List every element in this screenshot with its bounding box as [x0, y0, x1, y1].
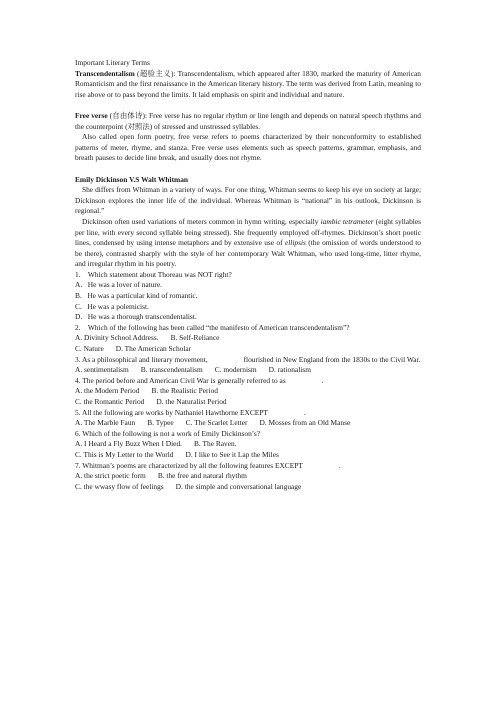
question-4-option-c: C. the Romantic Period [75, 397, 145, 406]
question-6-option-a: A. I Heard a Fly Buzz When I Died. [75, 439, 182, 449]
transcendentalism-paragraph [75, 69, 421, 101]
question-7-stem-a: 7. Whitman’s poems are characterized by all the following features EXCEPT [75, 460, 303, 470]
question-4-stem [75, 376, 421, 387]
question-3-option-b: B. transcendentalism [140, 365, 203, 375]
question-2-options-row-2 [75, 344, 421, 355]
page-title: Important Literary Terms [75, 58, 150, 67]
question-3-stem-a: 3. As a philosophical and literary movement, [75, 354, 208, 364]
question-3-stem [75, 355, 421, 366]
question-5-stem [75, 408, 421, 419]
question-7-stem [75, 461, 421, 472]
term-iambic-tetrameter: iambic tetrameter [320, 216, 374, 226]
question-6-option-c: C. This is My Letter to the World [75, 449, 174, 459]
question-1-option-a: A. He was a lover of nature. [75, 280, 163, 290]
question-7-options-row-1 [75, 471, 421, 482]
dickinson-p2-part-c: (the omission of words understood to be there), contrasted sharply with the style of her contemporary Walt Whitman, who used long-time, litter rhyme, and irregular rhythm in his poetry. [75, 238, 421, 269]
question-4-option-a: A. the Modern Period [75, 386, 140, 396]
question-4-stem-a: 4. The period before and American Civil War is generally referred to as [75, 375, 286, 385]
term-free-verse-cn: (自由体诗) [109, 110, 145, 120]
free-verse-cn-counterpoint: (对照法) [125, 121, 153, 131]
question-4-stem-b: . [321, 375, 324, 385]
term-transcendentalism: Transcendentalism [75, 68, 135, 78]
question-6-option-d: D. I like to See it Lap the Miles [185, 449, 279, 459]
question-2-option-a: A. Divinity School Address. [75, 333, 159, 343]
question-2-option-d: D. The American Scholar [115, 344, 192, 354]
document-page [75, 58, 421, 492]
transcendentalism-definition: : Transcendentalism, which appeared after 1830, marked the maturity of American Romanticism and the first renaissance in the American literary history. The term was derived from Latin, meaning to rise above or to pass beyond the limits. It laid emphasis on spirit and individual and nature. [75, 68, 421, 99]
dickinson-heading: Emily Dickinson V.S Walt Whitman [75, 174, 189, 184]
question-1-option-c: C. He was a polemicist. [75, 301, 149, 311]
question-2-options-row-1 [75, 333, 421, 344]
dickinson-p2-part-b: (eight syllables per line, with every second syllable being stressed). She frequently employed off-rhymes. Dickinson’s short poetic lines, condensed by using intense metaphors and by extensive use of [75, 216, 421, 248]
question-4-options-row-1 [75, 386, 421, 397]
question-5-option-b: B. Typee [147, 418, 174, 428]
question-4-options-row-2 [75, 397, 421, 408]
question-3-option-c: C. modernism [214, 365, 257, 375]
question-7-option-c: C. the wwasy flow of feelings [75, 481, 164, 491]
question-3-option-d: D. rationalism [268, 365, 311, 375]
question-7-option-d: D. the simple and conversational language [175, 481, 302, 491]
question-3-stem-b: flourished in New England from the 1830s to the Civil War. [243, 354, 421, 364]
question-5-stem-b: . [303, 407, 306, 417]
term-free-verse: Free verse [75, 110, 108, 120]
question-5-option-d: D. Mosses from an Old Manse [259, 418, 351, 428]
dickinson-p2-part-a: Dickinson often used variations of meters common in hymn writing, especially [82, 216, 321, 226]
dickinson-paragraph-1: She differs from Whitman in a variety of ways. For one thing, Whitman seems to keep his eye on society at large; Dickinson explores the inner life of the individual. Whereas Whitman is “national” in his outlook, Dickinson is regional.” [75, 185, 421, 216]
question-2-option-b: B. Self-Reliance [170, 333, 220, 343]
question-2-stem: 2. Which of the following has been called “the manifesto of American transcendentalism”? [75, 322, 350, 332]
question-5-options [75, 418, 421, 429]
question-1-option-d: D. He was a thorough transcendentalist. [75, 312, 197, 322]
free-verse-definition-1: : Free verse has no regular rhythm or line length and depends on natural speech rhythms and the counterpoint [75, 110, 421, 131]
free-verse-definition-2: of stressed and unstressed syllables. [152, 121, 261, 131]
question-6-options-row-1 [75, 439, 421, 450]
question-6-option-b: B. The Raven. [194, 439, 237, 449]
question-7-option-a: A. the strict poetic form [75, 471, 146, 481]
question-6-options-row-2 [75, 450, 421, 461]
question-5-option-a: A. The Marble Faun [75, 418, 136, 428]
question-6-stem: 6. Which of the following is not a work of Emily Dickinson’s? [75, 428, 261, 438]
question-1-option-b: B. He was a particular kind of romantic. [75, 291, 198, 301]
question-2-option-c: C. Nature [75, 344, 104, 354]
question-3-option-a: A. sentimentalism [75, 365, 129, 375]
question-7-options-row-2 [75, 482, 421, 493]
free-verse-paragraph [75, 111, 421, 132]
question-4-option-b: B. the Realistic Period [151, 386, 218, 396]
question-7-option-b: B. the free and natural rhythm [157, 471, 247, 481]
question-5-stem-a: 5. All the following are works by Nathaniel Hawthorne EXCEPT [75, 407, 268, 417]
question-5-option-c: C. The Scarlet Letter [185, 418, 248, 428]
term-transcendentalism-cn: (超验主义) [137, 68, 174, 78]
spacer [75, 100, 421, 111]
spacer [75, 164, 421, 175]
question-1-stem: 1. Which statement about Thoreau was NOT right? [75, 269, 232, 279]
question-4-option-d: D. the Naturalist Period [156, 397, 227, 406]
question-7-stem-b: . [338, 460, 341, 470]
dickinson-paragraph-2 [75, 217, 421, 270]
free-verse-paragraph-2: Also called open form poetry, free verse refers to poems characterized by their nonconformity to established patterns of meter, rhyme, and stanza. Free verse uses elements such as speech patterns, grammar, emphasis, and breath pauses to decide line break, and usually does not rhyme. [75, 132, 421, 163]
question-3-options [75, 365, 421, 376]
term-ellipsis: ellipsis [284, 238, 306, 248]
